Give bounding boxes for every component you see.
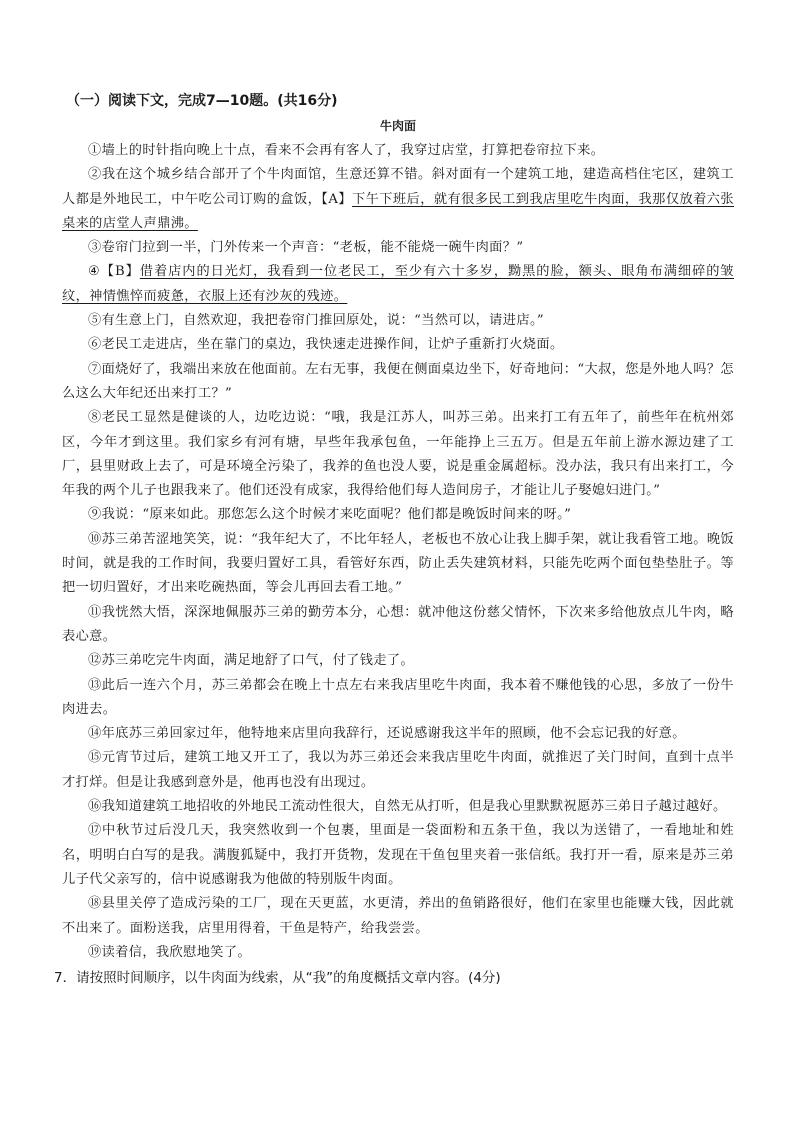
paragraph-text: ⑥老民工走进店，坐在靠门的桌边，我快速走进操作间，让炉子重新打火烧面。 — [88, 337, 564, 353]
paragraph-15 — [62, 746, 734, 795]
paragraph-17 — [62, 819, 734, 892]
paragraph-1 — [62, 139, 734, 163]
paragraph-16 — [62, 795, 734, 819]
section-heading: （一）阅读下文，完成7—10题。(共16分) — [66, 93, 338, 109]
paragraph-12 — [62, 649, 734, 673]
paragraph-text: ⑧老民工显然是健谈的人，边吃边说：“哦，我是江苏人，叫苏三弟。出来打工有五年了，前些年在杭州郊区，今年才到这里。我们家乡有河有塘，早些年我承包鱼，一年能挣上三五万。但是五年前上游水源边建了工厂，县里财政上去了，可是环境全污染了，我养的鱼也没人要，说是重金属超标。没办法，我只有出来打工，今年我的两个儿子也跟我来了。他们还没有成家，我得给他们每人造间房子，才能让儿子娶媳妇进门。” — [62, 410, 734, 499]
article-body — [62, 139, 734, 965]
paragraph-text: ⑨我说：“原来如此。那您怎么这个时候才来吃面呢？他们都是晚饭时间来的呀。” — [88, 507, 572, 523]
paragraph-text: ⑰中秋节过后没几天，我突然收到一个包裹，里面是一袋面粉和五条干鱼，我以为送错了，一看地址和姓名，明明白白写的是我。满腹狐疑中，我打开货物，发现在干鱼包里夹着一张信纸。我打开一看，原来是苏三弟儿子代父亲写的，信中说感谢我为他做的特别版牛肉面。 — [62, 823, 734, 887]
paragraph-13 — [62, 674, 734, 723]
underlined-sentence-b: 借着店内的日光灯，我看到一位老民工，至少有六十多岁，黝黑的脸，额头、眼角布满细碎的皱纹，神情憔悴而疲惫，衣服上还有沙灰的残迹。 — [62, 264, 734, 304]
paragraph-text: ①墙上的时针指向晚上十点，看来不会再有客人了，我穿过店堂，打算把卷帘拉下来。 — [88, 143, 605, 158]
paragraph-text: ⑲读着信，我欣慰地笑了。 — [88, 944, 252, 960]
question-7: 7．请按照时间顺序，以牛肉面为线索，从“我”的角度概括文章内容。(4分) — [54, 970, 501, 987]
paragraph-4 — [62, 260, 734, 309]
paragraph-text: ⑩苏三弟苦涩地笑笑，说：“我年纪大了，不比年轻人，老板也不放心让我上脚手架，就让我看管工地。晚饭时间，就是我的工作时间，我要归置好工具，看管好东西，防止丢失建筑材料，只能先吃两个面包垫垫肚子。等把一切归置好，才出来吃碗热面，等会儿再回去看工地。” — [62, 531, 734, 596]
paragraph-text: ②我在这个城乡结合部开了个牛肉面馆，生意还算不错。斜对面有一个建筑工地，建造高档住宅区，建筑工人都是外地民工，中午吃公司订购的盒饭， — [62, 167, 734, 207]
paragraph-2 — [62, 163, 734, 236]
paragraph-7 — [62, 358, 734, 407]
paragraph-text: ⑦面烧好了，我端出来放在他面前。左右无事，我便在侧面桌边坐下，好奇地问：“大叔，您是外地人吗？怎么这么大年纪还出来打工？” — [62, 361, 734, 401]
article-title: 牛肉面 — [379, 119, 416, 133]
paragraph-9 — [62, 503, 734, 527]
marker-b: 【B】 — [100, 264, 140, 280]
paragraph-3 — [62, 236, 734, 260]
paragraph-text: ⑭年底苏三弟回家过年，他特地来店里向我辞行，还说感谢我这半年的照顾，他不会忘记我的好意。 — [88, 726, 686, 742]
paragraph-text: ⑮元宵节过后，建筑工地又开工了，我以为苏三弟还会来我店里吃牛肉面，就推迟了关门时间，直到十点半才打烊。但是让我感到意外是，他再也没有出现过。 — [62, 750, 734, 790]
paragraph-5 — [62, 309, 734, 333]
paragraph-text: ⑬此后一连六个月，苏三弟都会在晚上十点左右来我店里吃牛肉面，我本着不赚他钱的心思，多放了一份牛肉进去。 — [62, 677, 734, 717]
paragraph-19 — [62, 941, 734, 965]
paragraph-text: ⑯我知道建筑工地招收的外地民工流动性很大，自然无从打听，但是我心里默默祝愿苏三弟日子越过越好。 — [88, 799, 727, 815]
paragraph-text: ⑫苏三弟吃完牛肉面，满足地舒了口气，付了钱走了。 — [88, 653, 415, 669]
marker-a: 【A】 — [321, 191, 352, 207]
paragraph-10 — [62, 528, 734, 601]
paragraph-text: ⑱县里关停了造成污染的工厂，现在天更蓝，水更清，养出的鱼销路很好，他们在家里也能赚大钱，因此就不出来了。面粉送我，店里用得着，干鱼是特产，给我尝尝。 — [62, 896, 734, 936]
paragraph-18 — [62, 892, 734, 941]
paragraph-11 — [62, 601, 734, 650]
underlined-sentence-a: 下午下班后，就有很多民工到我店里吃牛肉面，我那仅放着六张桌来的店堂人声鼎沸。 — [62, 191, 735, 231]
paragraph-text: ④ — [88, 264, 101, 280]
paragraph-text: ⑤有生意上门，自然欢迎，我把卷帘门推回原处，说：“当然可以，请进店。” — [88, 313, 545, 329]
paragraph-14 — [62, 722, 734, 746]
paragraph-text: ③卷帘门拉到一半，门外传来一个声音：“老板，能不能烧一碗牛肉面？” — [88, 240, 524, 256]
paragraph-6 — [62, 333, 734, 357]
paragraph-8 — [62, 406, 734, 503]
document-page — [54, 91, 735, 991]
paragraph-text: ⑪我恍然大悟，深深地佩服苏三弟的勤劳本分，心想：就冲他这份慈父情怀，下次来多给他放点儿牛肉，略表心意。 — [62, 604, 734, 644]
